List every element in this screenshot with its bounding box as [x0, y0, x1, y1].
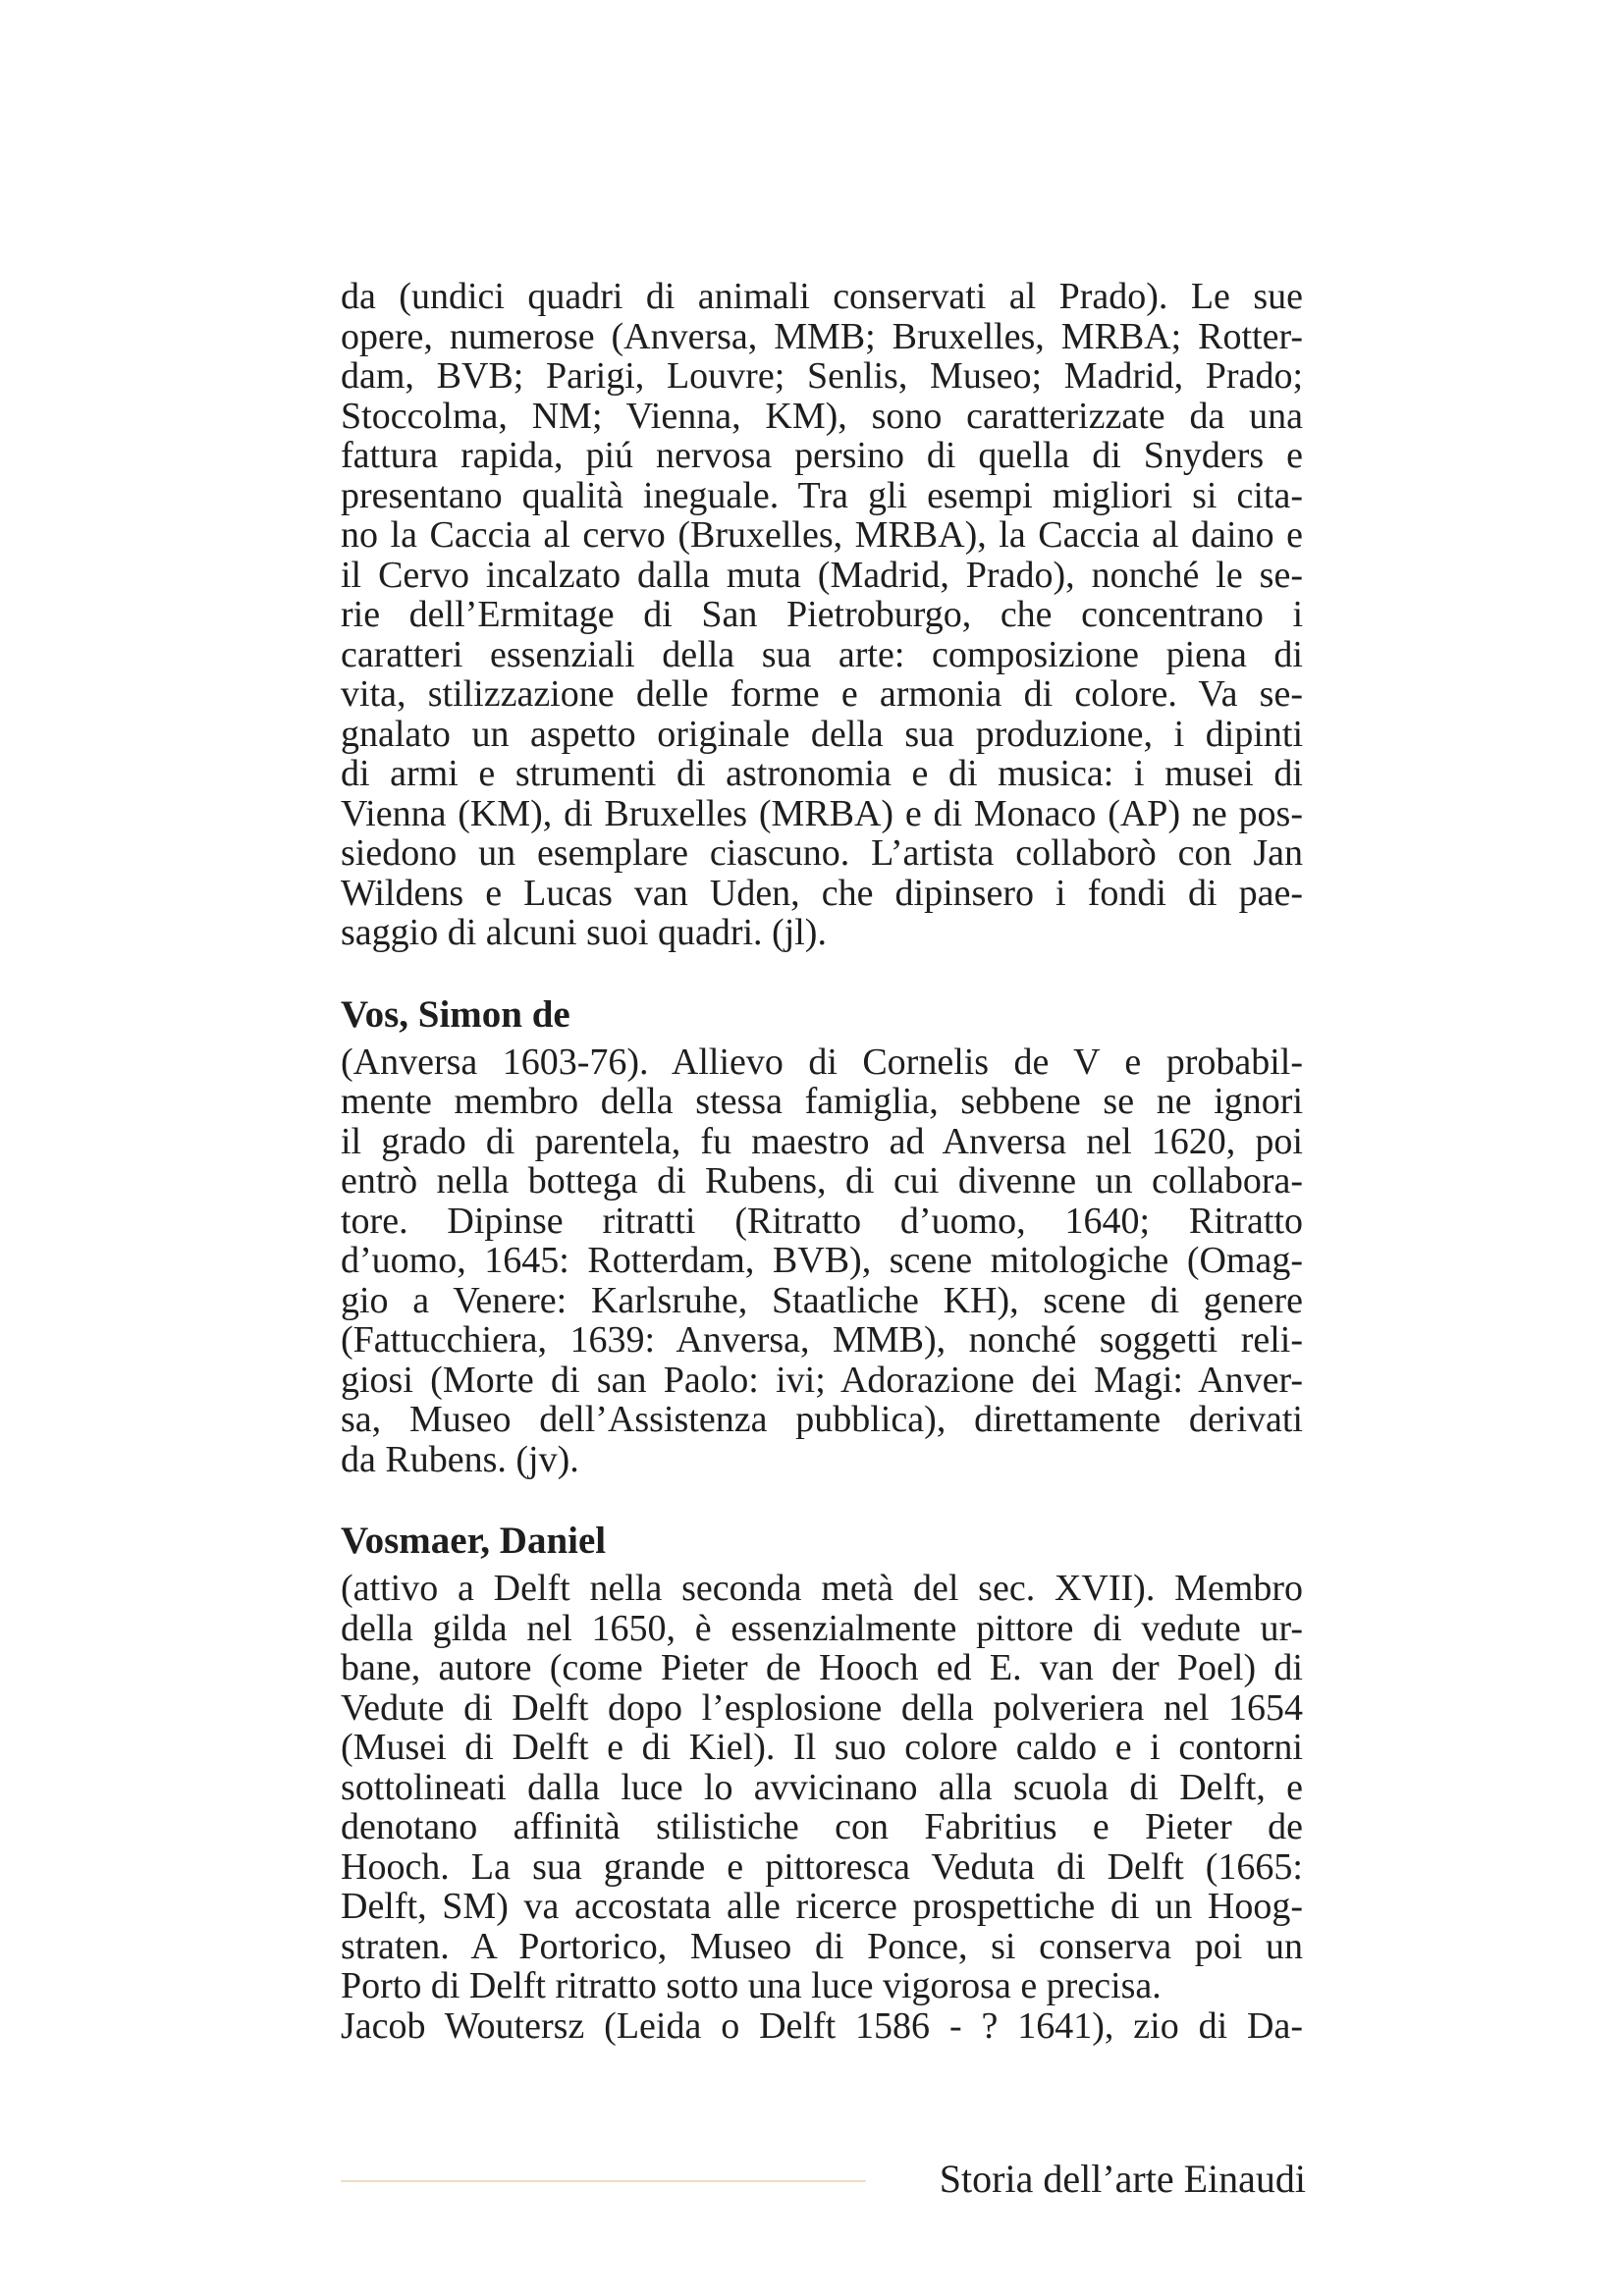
text-line: Delft, SM) va accostata alle ricerce prospettiche di un Hoog- [341, 1886, 1303, 1927]
text-line: Wildens e Lucas van Uden, che dipinsero i fondi di pae- [341, 872, 1303, 914]
text-line: (Musei di Delft e di Kiel). Il suo colore caldo e i contorni [341, 1727, 1303, 1768]
entry-heading: Vos, Simon de [341, 992, 570, 1036]
text-line: vita, stilizzazione delle forme e armonia di colore. Va se- [341, 673, 1303, 715]
text-line: opere, numerose (Anversa, MMB; Bruxelles, MRBA; Rotter- [341, 315, 1303, 357]
text-line: gnalato un aspetto originale della sua produzione, i dipinti [341, 713, 1303, 755]
text-line: da Rubens. (jv). [341, 1438, 579, 1480]
text-line: Stoccolma, NM; Vienna, KM), sono caratterizzate da una [341, 395, 1303, 437]
entry-vos-simon-de [341, 991, 1303, 1480]
text-line: mente membro della stessa famiglia, sebbene se ne ignori [341, 1081, 1303, 1122]
text-line: sa, Museo dell’Assistenza pubblica), direttamente derivati [341, 1399, 1303, 1440]
text-line: il Cervo incalzato dalla muta (Madrid, Prado), nonché le se- [341, 554, 1303, 596]
text-line: entrò nella bottega di Rubens, di cui divenne un collabora- [341, 1160, 1303, 1201]
text-line: no la Caccia al cervo (Bruxelles, MRBA), la Caccia al daino e [341, 514, 1303, 556]
text-line: Vedute di Delft dopo l’esplosione della polveriera nel 1654 [341, 1686, 1303, 1729]
text-line: della gilda nel 1650, è essenzialmente pittore di vedute ur- [341, 1607, 1303, 1649]
text-line: siedono un esemplare ciascuno. L’artista collaborò con Jan [341, 832, 1303, 874]
text-line: (attivo a Delft nella seconda metà del sec. XVII). Membro [341, 1568, 1303, 1609]
text-line: di armi e strumenti di astronomia e di musica: i musei di [341, 753, 1303, 794]
text-line: sottolineati dalla luce lo avvicinano alla scuola di Delft, e [341, 1766, 1303, 1808]
text-line: giosi (Morte di san Paolo: ivi; Adorazione dei Magi: Anver- [341, 1359, 1303, 1401]
text-line: bane, autore (come Pieter de Hooch ed E. van der Poel) di [341, 1647, 1303, 1688]
intro-paragraph [341, 277, 1303, 953]
text-line: rie dell’Ermitage di San Pietroburgo, che concentrano i [341, 594, 1303, 635]
page-body [341, 277, 1303, 2046]
text-line: saggio di alcuni suoi quadri. (jl). [341, 912, 827, 953]
text-line: Hooch. La sua grande e pittoresca Veduta di Delft (1665: [341, 1845, 1303, 1888]
text-line: d’uomo, 1645: Rotterdam, BVB), scene mitologiche (Omag- [341, 1240, 1303, 1281]
text-line: Jacob Woutersz (Leida o Delft 1586 - ? 1641), zio di Da- [341, 2004, 1303, 2047]
footer-rule [341, 2180, 866, 2182]
section-gap [341, 953, 1303, 991]
text-line: (Fattucchiera, 1639: Anversa, MMB), nonché soggetti reli- [341, 1319, 1303, 1361]
text-line: dam, BVB; Parigi, Louvre; Senlis, Museo; Madrid, Prado; [341, 355, 1303, 397]
text-line: gio a Venere: Karlsruhe, Staatliche KH), scene di genere [341, 1279, 1303, 1321]
text-line: Vienna (KM), di Bruxelles (MRBA) e di Monaco (AP) ne pos- [341, 792, 1303, 834]
text-line: straten. A Portorico, Museo di Ponce, si conserva poi un [341, 1925, 1303, 1967]
text-line: Porto di Delft ritratto sotto una luce vigorosa e precisa. [341, 1965, 1162, 2006]
text-line: fattura rapida, piú nervosa persino di quella di Snyders e [341, 435, 1303, 476]
entry-vosmaer-daniel [341, 1518, 1303, 2046]
footer-publisher: Storia dell’arte Einaudi [939, 2157, 1306, 2201]
section-gap [341, 1479, 1303, 1518]
text-line: il grado di parentela, fu maestro ad Anversa nel 1620, poi [341, 1120, 1303, 1162]
text-line: da (undici quadri di animali conservati al Prado). Le sue [341, 276, 1303, 317]
entry-heading: Vosmaer, Daniel [341, 1520, 607, 1562]
text-line: (Anversa 1603-76). Allievo di Cornelis de V e probabil- [341, 1041, 1303, 1083]
text-line: tore. Dipinse ritratti (Ritratto d’uomo, 1640; Ritratto [341, 1200, 1303, 1242]
text-line: caratteri essenziali della sua arte: composizione piena di [341, 633, 1303, 675]
text-line: denotano affinità stilistiche con Fabritius e Pieter de [341, 1806, 1303, 1847]
text-line: presentano qualità ineguale. Tra gli esempi migliori si cita- [341, 474, 1303, 516]
